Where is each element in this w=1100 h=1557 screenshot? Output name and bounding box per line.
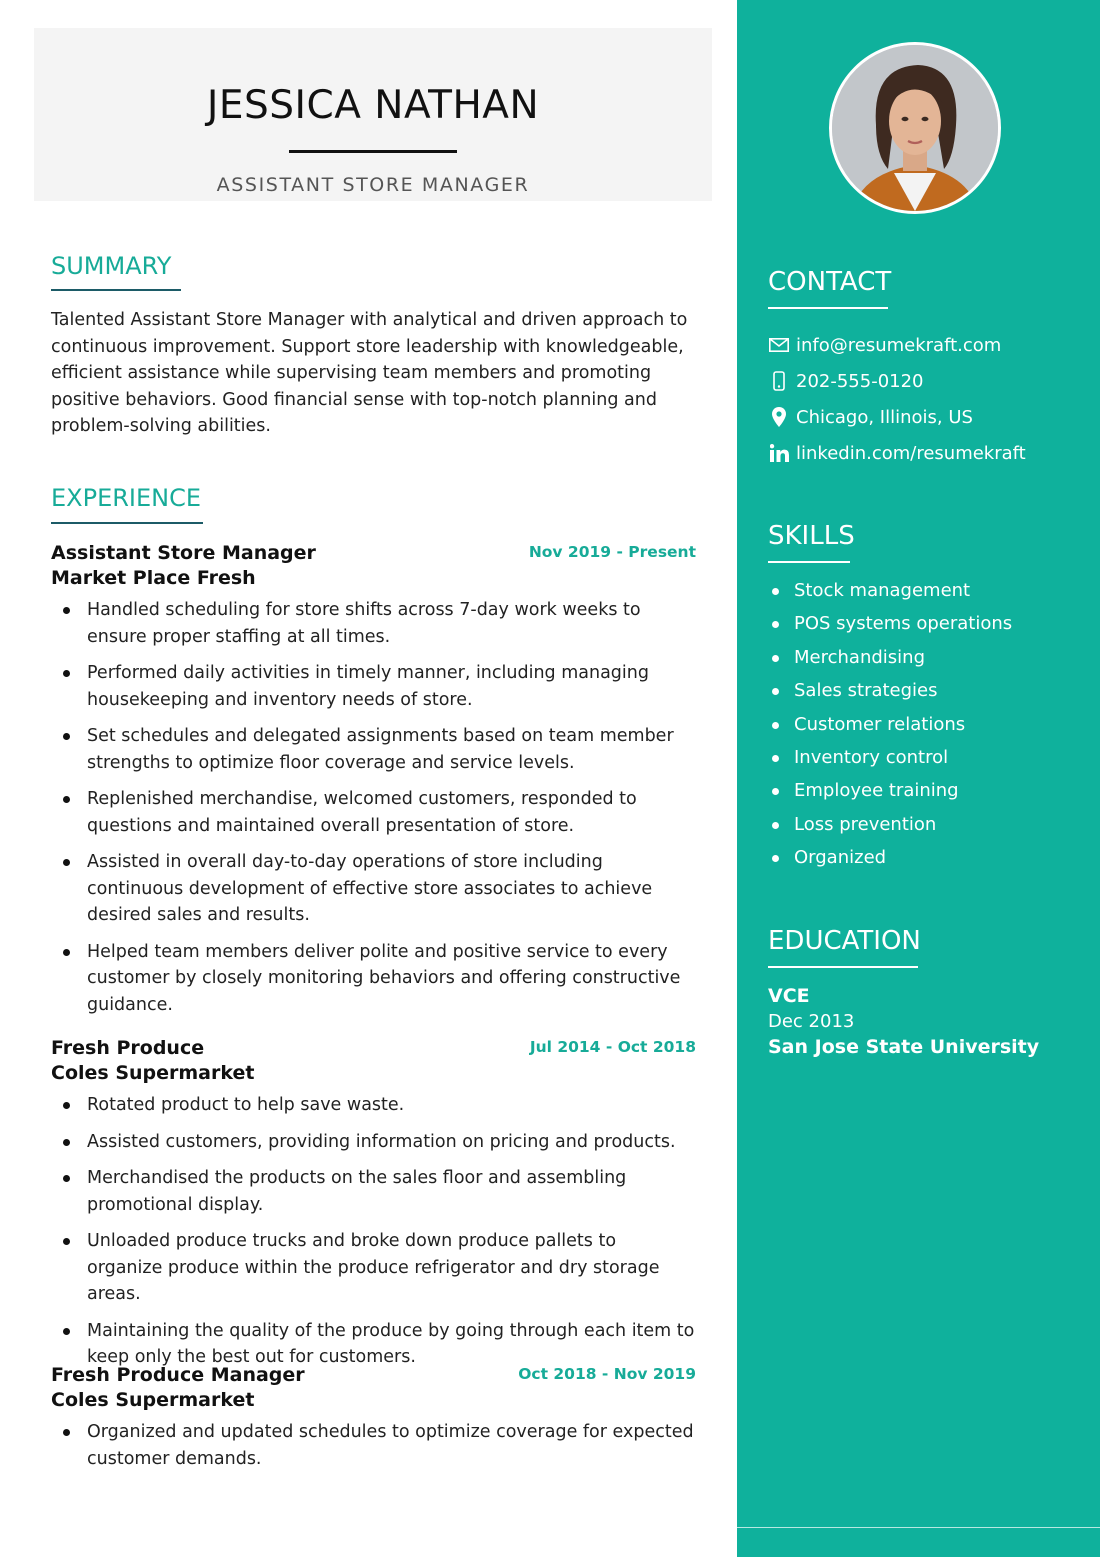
profile-photo [829, 42, 1001, 214]
linkedin-icon [768, 443, 790, 463]
summary-text: Talented Assistant Store Manager with analytical and driven approach to continuous improvement. Support store leadership with knowledgeable, efficient assistance while supervising team members and promoting positive behaviors. Good financial sense with top-notch planning and problem-solving abilities. [51, 310, 688, 436]
sidebar [737, 0, 1100, 1557]
summary-heading: SUMMARY [51, 252, 172, 280]
job-entry [51, 1036, 696, 1381]
contact-phone[interactable] [768, 369, 924, 393]
skill-item: Merchandising [768, 645, 1012, 678]
skill-item: Organized [768, 845, 1012, 878]
job-entry [51, 1363, 696, 1482]
skill-item: Loss prevention [768, 812, 1012, 845]
candidate-name: JESSICA NATHAN [206, 83, 540, 128]
contact-linkedin[interactable] [768, 441, 1026, 465]
candidate-title: ASSISTANT STORE MANAGER [216, 174, 530, 196]
job-bullet: Assisted customers, providing information on pricing and products. [51, 1129, 696, 1156]
job-entry [51, 541, 696, 1028]
job-company: Market Place Fresh [51, 567, 256, 589]
job-bullet: Organized and updated schedules to optimize coverage for expected customer demands. [51, 1419, 696, 1472]
job-company: Coles Supermarket [51, 1389, 255, 1411]
skill-item: Employee training [768, 778, 1012, 811]
job-bullet: Set schedules and delegated assignments based on team member strengths to optimize floor coverage and service levels. [51, 723, 696, 776]
job-bullets [51, 1092, 696, 1371]
contact-phone-text: 202-555-0120 [796, 370, 924, 392]
job-bullet: Helped team members deliver polite and positive service to every customer by closely monitoring behaviors and offering constructive guidance. [51, 939, 696, 1019]
job-company: Coles Supermarket [51, 1062, 255, 1084]
location-icon [768, 407, 790, 427]
education-heading-rule [768, 966, 918, 968]
contact-linkedin-text: linkedin.com/resumekraft [796, 442, 1026, 464]
skill-item: POS systems operations [768, 611, 1012, 644]
contact-location-text: Chicago, Illinois, US [796, 406, 973, 428]
skill-item: Sales strategies [768, 678, 1012, 711]
job-bullet: Rotated product to help save waste. [51, 1092, 696, 1119]
job-bullet: Performed daily activities in timely manner, including managing housekeeping and inventory needs of store. [51, 660, 696, 713]
education-degree: VCE [768, 985, 810, 1007]
job-dates: Nov 2019 - Present [528, 543, 696, 561]
email-icon [768, 335, 790, 355]
contact-heading-rule [768, 307, 888, 309]
sidebar-bottom-divider [737, 1527, 1100, 1528]
phone-icon [768, 371, 790, 391]
job-bullet: Handled scheduling for store shifts across 7-day work weeks to ensure proper staffing at all times. [51, 597, 696, 650]
job-bullet: Assisted in overall day-to-day operations of store including continuous development of effective store associates to achieve desired sales and results. [51, 849, 696, 929]
contact-location [768, 405, 973, 429]
experience-heading: EXPERIENCE [51, 484, 202, 512]
job-role: Fresh Produce Manager [51, 1364, 305, 1386]
contact-email[interactable] [768, 333, 1001, 357]
skills-list [768, 578, 1012, 879]
job-dates: Jul 2014 - Oct 2018 [529, 1038, 696, 1056]
education-date: Dec 2013 [768, 1011, 855, 1032]
skills-heading-rule [768, 561, 850, 563]
skill-item: Customer relations [768, 712, 1012, 745]
job-bullet: Maintaining the quality of the produce by going through each item to keep only the best out for customers. [51, 1318, 696, 1371]
job-bullets [51, 1419, 696, 1472]
job-bullet: Replenished merchandise, welcomed customers, responded to questions and maintained overall presentation of store. [51, 786, 696, 839]
name-divider [289, 150, 457, 153]
education-heading: EDUCATION [768, 926, 921, 956]
contact-email-text: info@resumekraft.com [796, 334, 1002, 356]
skills-heading: SKILLS [768, 521, 855, 551]
job-bullet: Merchandised the products on the sales floor and assembling promotional display. [51, 1165, 696, 1218]
summary-heading-rule [51, 289, 181, 291]
job-dates: Oct 2018 - Nov 2019 [518, 1365, 696, 1383]
contact-heading: CONTACT [768, 267, 892, 297]
job-role: Assistant Store Manager [51, 542, 316, 564]
skill-item: Inventory control [768, 745, 1012, 778]
job-role: Fresh Produce [51, 1037, 205, 1059]
resume-header [34, 28, 712, 201]
job-bullet: Unloaded produce trucks and broke down produce pallets to organize produce within the produce refrigerator and dry storage areas. [51, 1228, 696, 1308]
skill-item: Stock management [768, 578, 1012, 611]
education-school: San Jose State University [768, 1036, 1040, 1058]
experience-heading-rule [51, 522, 203, 524]
job-bullets [51, 597, 696, 1018]
